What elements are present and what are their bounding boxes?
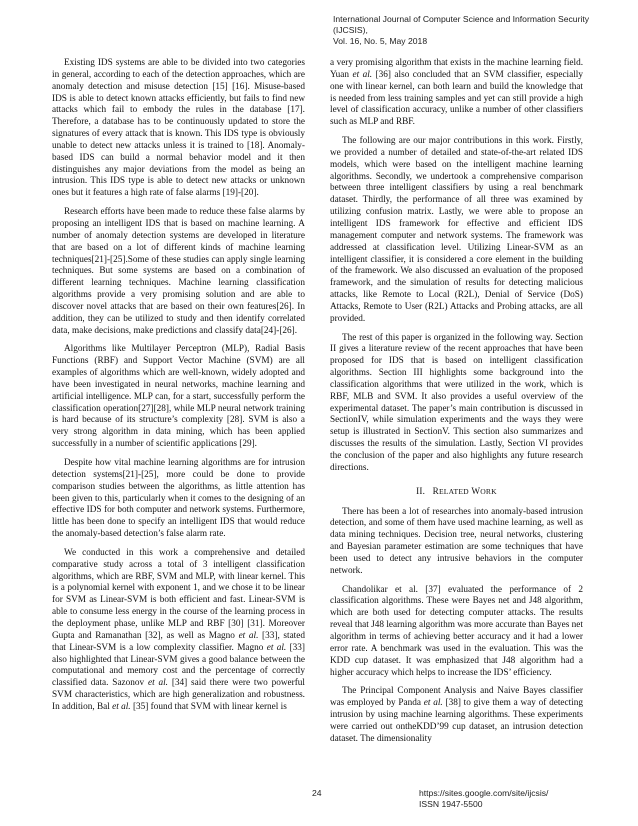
section-title-smallcaps: ORK — [480, 486, 497, 496]
text-run: [36] also concluded that an SVM classifier, especially one with linear kernel, can both learn and build the knowledge that is needed from less training samples and yet can still provide a high level of classification accuracy, unlike a number of other classifiers such as MLP and RBF. — [330, 69, 583, 128]
page-number: 24 — [312, 788, 322, 798]
etal-italic: et al. — [238, 630, 259, 641]
paragraph-related-research: There has been a lot of researches into anomaly-based intrusion detection, and some of them have used machine learning, as well as data mining techniques. Decision tree, neural networks, clustering and Bayesian parameter estimation are some techniques that have been used to detect any intrusive behaviors in the computer network. — [330, 506, 583, 576]
text-run: a very promising algorithm that exists in the machine learning field. Yuan — [330, 58, 583, 80]
text-run: [33], stated that Linear-SVM is a low complexity classifier. Magno — [52, 630, 305, 653]
journal-url: https://sites.google.com/site/ijcsis/ — [419, 788, 549, 798]
etal-italic: et al. — [266, 642, 287, 653]
right-column — [330, 58, 583, 753]
text-run: [33] also highlighted that Linear-SVM gives a good balance between the computational and memory cost and the percentage of correctly classified data. Sazonov — [52, 642, 305, 689]
paragraph-contributions: The following are our major contributions in this work. Firstly, we provided a number of detailed and state-of-the-art related IDS models, which were based on the intelligent machine learning algorithms. Secondly, we undertook a comprehensive comparison between three intelligent classifiers by using a real benchmark dataset. Thirdly, the performance of all three was examined by utilizing confusion matrix. Lastly, we were able to propose an intelligent IDS framework for effective and efficient IDS management computer and network systems. The framework was addressed at classification level. Utilizing Linear-SVM as an intelligent classifier, it is considered a core element in the building of the framework. We also discussed an evaluation of the proposed framework, and the simulation of results for detecting malicious attacks, like Remote to Local (R2L), Denial of Service (DoS) Attacks, Remote to User (R2L) Attacks and Probing attacks, are all provided. — [330, 136, 583, 324]
text-run: [35] found that SVM with linear kernel is — [130, 701, 287, 712]
issn: ISSN 1947-5500 — [419, 799, 483, 809]
journal-volume-line: Vol. 16, No. 5, May 2018 — [333, 36, 428, 46]
paragraph-chandolikar: Chandolikar et al. [37] evaluated the performance of 2 classification algorithms. These were Bayes net and J48 algorithm, which are both used for detecting computer attacks. The results reveal that J48 learning algorithm was more accurate than Bayes net algorithm in terms of achieving better accuracy and it had a lower error rate. A benchmark was used in the evaluation. This was the KDD cup dataset. It was emphasized that J48 algorithm had a higher accuracy which helps to increase the IDS’ efficiency. — [330, 584, 583, 678]
footer-info — [419, 788, 548, 810]
section-title-smallcaps: ELATED — [438, 486, 469, 496]
section-title-initial: R — [432, 485, 439, 496]
text-run: The Principal Component Analysis and Naive Bayes classifier was employed by Panda — [330, 686, 583, 709]
etal-italic: et al. — [423, 698, 443, 709]
paragraph-organization: The rest of this paper is organized in the following way. Section II gives a literature review of the recent approaches that have been proposed for IDS that is based on intelligent classification algorithms. Section III highlights some background into the classification algorithms that were utilized in the work, which is RBF, MLB and SVM. It also provides a useful overview of the experimental dataset. The paper’s main contribution is discussed in SectionIV, while simulation experiments and the ways they were setup is illustrated in SectionV. This section also summarizes and discusses the results of the simulation. Lastly, Section VI provides the conclusion of the paper and also highlights any future research directions. — [330, 332, 583, 473]
section-title-initial: W — [471, 485, 481, 496]
section-heading-related-work — [330, 486, 583, 498]
journal-header — [333, 14, 623, 47]
paragraph-ids-categories: Existing IDS systems are able to be divided into two categories in general, according to each of the detection approaches, which are anomaly detection and misuse detection [15] [16]. Misuse-based IDS is able to detect known attacks efficiently, but fails to find new attacks which fail to embody the rules in the database [17]. Therefore, a database has to be continuously updated to store the signatures of every attack that is known. This IDS type is obviously unable to detect new attacks unless it is trained to [18]. Anomaly-based IDS can build a normal behavior model and it then distinguishes any major deviations from the model as being an intrusion. This IDS type is able to detect new attacks or unknown ones but it features a high rate of false alarms [19]-[20]. — [52, 58, 305, 199]
paragraph-algorithms: Algorithms like Multilayer Perceptron (MLP), Radial Basis Functions (RBF) and Support Vector Machine (SVM) are all examples of algorithms which are well-known, widely adopted and have been investigated in neural networks, machine learning and artificial intelligence. MLP can, for a start, successfully perform the classification operation[27][28], while MLP neural network training is hard because of its structure’s complexity [28]. SVM is also a very strong algorithm in data mining, which has been applied successfully in a number of scientific applications [29]. — [52, 344, 305, 450]
section-number: II. — [416, 485, 426, 496]
text-run: We conducted in this work a comprehensive and detailed comparative study across a total of 3 intelligent classification algorithms, which are RBF, SVM and MLP, with linear kernel. This is a polynomial kernel with exponent 1, and we chose it to be linear for SVM as Linear-SVM is both efficient and fast. Linear-SVM is able to consume less energy in the course of the learning process in the deployment phase, unlike MLP and RBF [30] [31]. Moreover Gupta and Ramanathan [32], as well as Magno — [52, 547, 305, 641]
paragraph-svm-continued — [330, 58, 583, 129]
etal-italic: et al. — [352, 69, 373, 80]
paragraph-comparison-gap: Despite how vital machine learning algorithms are for intrusion detection systems[21]-[25], more could be done to provide comparison studies between the algorithms, as little attention has been given to this, particularly when it comes to the designing of an effective IDS for both computer and network systems. Furthermore, little has been done to specify an intelligent IDS that would reduce the anomaly-based detection’s false alarm rate. — [52, 458, 305, 540]
text-run: [38] to give them a way of detecting intrusion by using machine learning algorithms. These experiments were carried out ontheKDD’99 cup dataset, an intrusion detection dataset. The dimensionality — [330, 698, 583, 744]
paragraph-false-alarms: Research efforts have been made to reduce these false alarms by proposing an intelligent IDS that is based on machine learning. A number of anomaly detection systems are developed in literature that are based on a lot of different kinds of machine learning techniques[21]-[25].Some of these studies can apply single learning techniques. But some systems are based on a combination of different learning techniques. Machine learning classification algorithms provide a very promising solution and are able to discover novel attacks that are based on their own features[26]. In addition, they can be utilized to study and then identify correlated data, make decisions, make predictions and classify data[24]-[26]. — [52, 207, 305, 336]
etal-italic: et al. — [112, 701, 131, 712]
text-run: [34] said there were two powerful SVM characteristics, which are high generalization and robustness. In addition, Bal — [52, 678, 305, 712]
etal-italic: et al. — [147, 678, 168, 689]
left-column — [52, 58, 305, 721]
paragraph-comparative-study — [52, 548, 305, 714]
journal-title-line: International Journal of Computer Science and Information Security (IJCSIS), — [333, 14, 590, 35]
paragraph-panda — [330, 686, 583, 745]
